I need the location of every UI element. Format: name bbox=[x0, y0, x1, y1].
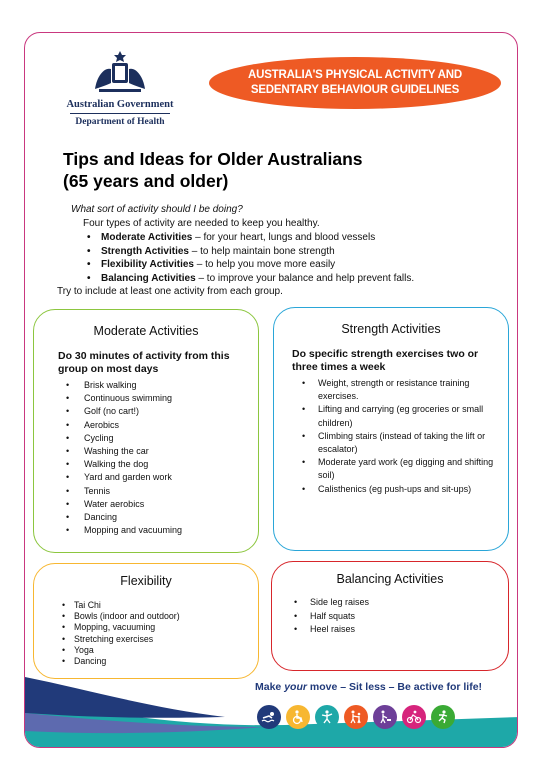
cycling-icon bbox=[402, 705, 426, 729]
page-frame bbox=[24, 32, 518, 748]
list-item: • Lifting and carrying (eg groceries or small children) bbox=[300, 403, 496, 429]
list-item: • Washing the car bbox=[64, 445, 258, 458]
moderate-subtitle: Do 30 minutes of activity from this group on most days bbox=[58, 350, 230, 375]
list-item: • Climbing stairs (instead of taking the lift or escalator) bbox=[300, 430, 496, 456]
list-item: • Side leg raises bbox=[292, 596, 508, 610]
activity-types-list bbox=[71, 231, 511, 285]
footer-tagline: Make your move – Sit less – Be active for life! bbox=[255, 681, 483, 693]
guidelines-banner bbox=[209, 57, 501, 109]
list-item: • Balancing Activities – to improve your balance and help prevent falls. bbox=[87, 272, 511, 286]
flexibility-title: Flexibility bbox=[120, 574, 172, 588]
list-item: • Flexibility Activities – to help you move more easily bbox=[87, 258, 511, 272]
list-item: • Tennis bbox=[64, 485, 258, 498]
balancing-activities-box bbox=[271, 561, 509, 671]
flexibility-box bbox=[33, 563, 259, 679]
list-item: • Moderate yard work (eg digging and shifting soil) bbox=[300, 456, 496, 482]
coat-of-arms-icon bbox=[85, 49, 155, 97]
banner-line-2: SEDENTARY BEHAVIOUR GUIDELINES bbox=[250, 84, 460, 96]
list-item: • Brisk walking bbox=[64, 379, 258, 392]
try-instruction: Try to include at least one activity from each group. bbox=[57, 286, 283, 297]
intro-section bbox=[71, 203, 511, 285]
tai-chi-icon bbox=[315, 705, 339, 729]
list-item: • Weight, strength or resistance training exercises. bbox=[300, 377, 496, 403]
flexibility-list bbox=[34, 600, 258, 667]
department-name: Department of Health bbox=[75, 117, 165, 127]
strength-activities-box bbox=[273, 307, 509, 551]
running-icon bbox=[431, 705, 455, 729]
moderate-title: Moderate Activities bbox=[93, 324, 199, 338]
list-item: • Yard and garden work bbox=[64, 471, 258, 484]
dog-walking-icon bbox=[373, 705, 397, 729]
list-item: • Tai Chi bbox=[60, 600, 258, 611]
list-item: • Half squats bbox=[292, 610, 508, 624]
logo-divider bbox=[70, 113, 170, 114]
page-title bbox=[63, 148, 363, 192]
moderate-activities-box bbox=[33, 309, 259, 553]
strength-subtitle: Do specific strength exercises two or three times a week bbox=[292, 348, 479, 373]
list-item: • Continuous swimming bbox=[64, 392, 258, 405]
intro-lead: Four types of activity are needed to keep you healthy. bbox=[83, 217, 320, 229]
strength-list bbox=[274, 377, 508, 496]
list-item: • Dancing bbox=[60, 656, 258, 667]
list-item: • Cycling bbox=[64, 432, 258, 445]
government-name: Australian Government bbox=[66, 99, 174, 110]
banner-line-1: AUSTRALIA'S PHYSICAL ACTIVITY AND bbox=[247, 69, 462, 81]
moderate-list bbox=[34, 379, 258, 537]
list-item: • Mopping, vacuuming bbox=[60, 622, 258, 633]
list-item: • Stretching exercises bbox=[60, 634, 258, 645]
list-item: • Heel raises bbox=[292, 623, 508, 637]
list-item: • Bowls (indoor and outdoor) bbox=[60, 611, 258, 622]
balancing-list bbox=[272, 596, 508, 637]
balancing-title: Balancing Activities bbox=[336, 572, 444, 586]
title-line-2: (65 years and older) bbox=[63, 171, 229, 191]
activity-icons bbox=[257, 705, 455, 729]
strength-title: Strength Activities bbox=[341, 322, 441, 336]
wheelchair-icon bbox=[286, 705, 310, 729]
list-item: • Moderate Activities – for your heart, lungs and blood vessels bbox=[87, 231, 511, 245]
intro-question: What sort of activity should I be doing? bbox=[71, 204, 243, 215]
list-item: • Aerobics bbox=[64, 419, 258, 432]
title-line-1: Tips and Ideas for Older Australians bbox=[63, 149, 363, 169]
list-item: • Dancing bbox=[64, 511, 258, 524]
list-item: • Golf (no cart!) bbox=[64, 405, 258, 418]
list-item: • Yoga bbox=[60, 645, 258, 656]
list-item: • Calisthenics (eg push-ups and sit-ups) bbox=[300, 483, 496, 496]
government-logo bbox=[65, 49, 175, 127]
list-item: • Mopping and vacuuming bbox=[64, 524, 258, 537]
family-icon bbox=[344, 705, 368, 729]
list-item: • Water aerobics bbox=[64, 498, 258, 511]
list-item: • Walking the dog bbox=[64, 458, 258, 471]
list-item: • Strength Activities – to help maintain bone strength bbox=[87, 245, 511, 259]
swimming-icon bbox=[257, 705, 281, 729]
